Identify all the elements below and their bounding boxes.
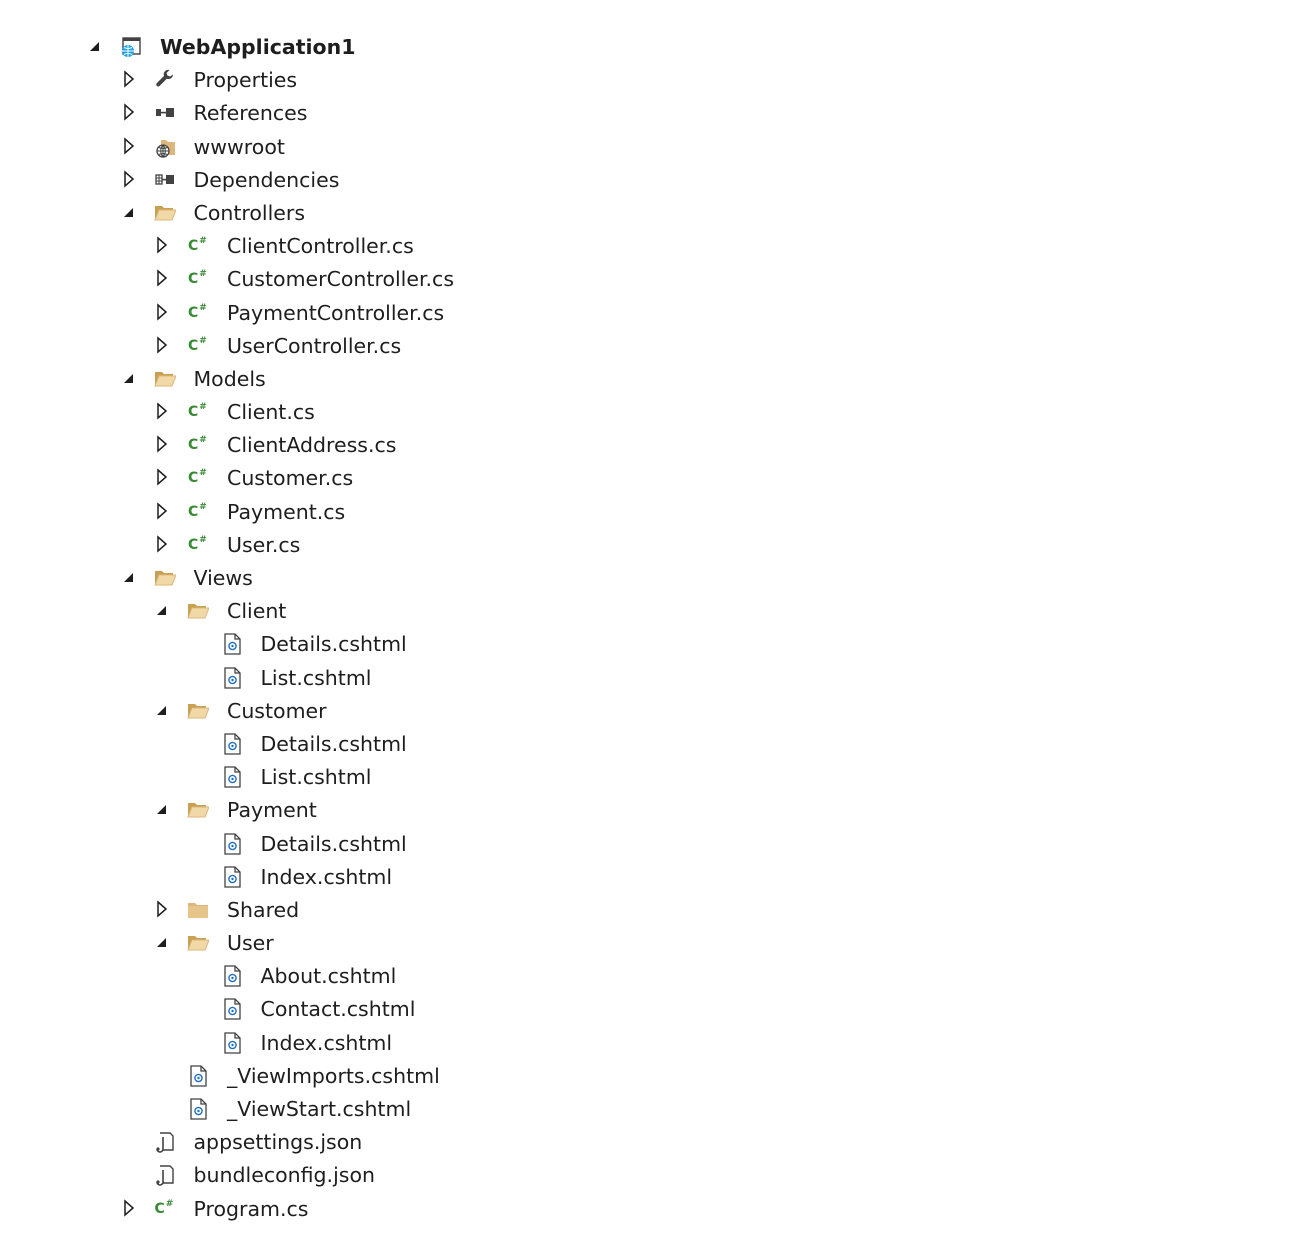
tree-node[interactable] bbox=[0, 1158, 1290, 1191]
tree-node-label: Program.cs bbox=[193, 1196, 309, 1221]
tree-node[interactable] bbox=[0, 96, 1290, 129]
collapsed-arrow-icon[interactable] bbox=[120, 1199, 138, 1217]
tree-node-label: bundleconfig.json bbox=[193, 1163, 375, 1188]
folder-open-icon bbox=[154, 368, 176, 390]
tree-node-label: Details.cshtml bbox=[260, 831, 407, 856]
tree-node-label: Views bbox=[193, 566, 253, 590]
tree-node-label: Index.cshtml bbox=[260, 1030, 393, 1055]
tree-node-label: Customer bbox=[227, 698, 327, 723]
tree-node-label: Customer.cs bbox=[227, 466, 354, 491]
collapsed-arrow-icon[interactable] bbox=[153, 502, 171, 520]
tree-node-label: WebApplication1 bbox=[160, 35, 356, 59]
csharp-file-icon: C# bbox=[188, 534, 207, 553]
folder-open-icon bbox=[187, 932, 209, 954]
expanded-arrow-icon[interactable] bbox=[120, 568, 138, 586]
csharp-file-icon: C# bbox=[188, 236, 207, 255]
expanded-arrow-icon[interactable] bbox=[153, 933, 171, 951]
razor-file-icon bbox=[221, 1032, 243, 1054]
tree-node[interactable] bbox=[0, 561, 1290, 594]
tree-node[interactable] bbox=[0, 893, 1290, 926]
csharp-file-icon: C# bbox=[188, 402, 207, 421]
tree-node-label: _ViewImports.cshtml bbox=[227, 1063, 440, 1088]
razor-file-icon bbox=[221, 633, 243, 655]
tree-node[interactable] bbox=[0, 1059, 1290, 1092]
tree-node-label: Payment.cs bbox=[227, 499, 346, 524]
tree-node-label: Dependencies bbox=[193, 167, 340, 192]
collapsed-arrow-icon[interactable] bbox=[153, 336, 171, 354]
tree-node[interactable] bbox=[0, 63, 1290, 96]
tree-node[interactable] bbox=[0, 1192, 1290, 1225]
tree-node-label: Details.cshtml bbox=[260, 632, 407, 657]
razor-file-icon bbox=[221, 998, 243, 1020]
references-icon bbox=[154, 102, 176, 124]
tree-node-label: Index.cshtml bbox=[260, 864, 393, 889]
tree-node-label: Client.cs bbox=[227, 400, 315, 425]
tree-node[interactable] bbox=[0, 262, 1290, 295]
tree-node-label: Controllers bbox=[193, 200, 306, 225]
expanded-arrow-icon[interactable] bbox=[153, 701, 171, 719]
tree-node-label: Payment bbox=[227, 798, 317, 823]
folder-open-icon bbox=[154, 202, 176, 224]
csharp-file-icon: C# bbox=[188, 468, 207, 487]
tree-node-label: References bbox=[193, 101, 308, 126]
collapsed-arrow-icon[interactable] bbox=[153, 435, 171, 453]
tree-node[interactable] bbox=[0, 30, 1290, 63]
razor-file-icon bbox=[221, 733, 243, 755]
tree-node[interactable] bbox=[0, 661, 1290, 694]
folder-open-icon bbox=[187, 700, 209, 722]
tree-node[interactable] bbox=[0, 196, 1290, 229]
tree-node-label: Contact.cshtml bbox=[260, 997, 416, 1022]
tree-node-label: appsettings.json bbox=[193, 1130, 363, 1155]
folder-open-icon bbox=[187, 600, 209, 622]
tree-node-label: _ViewStart.cshtml bbox=[227, 1097, 412, 1121]
csharp-file-icon: C# bbox=[188, 269, 207, 288]
tree-node-label: User bbox=[227, 931, 274, 956]
csharp-file-icon: C# bbox=[188, 302, 207, 321]
tree-node[interactable] bbox=[0, 760, 1290, 793]
tree-node[interactable] bbox=[0, 229, 1290, 262]
tree-node[interactable] bbox=[0, 362, 1290, 395]
tree-node-label: Client bbox=[227, 599, 287, 624]
razor-file-icon bbox=[221, 766, 243, 788]
folder-open-icon bbox=[154, 567, 176, 589]
web-project-icon bbox=[120, 36, 142, 58]
csharp-file-icon: C# bbox=[188, 335, 207, 354]
tree-node[interactable] bbox=[0, 793, 1290, 826]
tree-node[interactable] bbox=[0, 130, 1290, 163]
tree-node-label: ClientController.cs bbox=[227, 234, 414, 259]
csharp-file-icon: C# bbox=[188, 501, 207, 520]
razor-file-icon bbox=[221, 667, 243, 689]
tree-node[interactable] bbox=[0, 694, 1290, 727]
razor-file-icon bbox=[221, 965, 243, 987]
tree-node[interactable] bbox=[0, 1092, 1290, 1125]
tree-node[interactable] bbox=[0, 627, 1290, 660]
tree-node[interactable] bbox=[0, 1026, 1290, 1059]
collapsed-arrow-icon[interactable] bbox=[153, 900, 171, 918]
folder-closed-icon bbox=[187, 899, 209, 921]
tree-node[interactable] bbox=[0, 594, 1290, 627]
tree-node-label: User.cs bbox=[227, 532, 301, 557]
tree-node[interactable] bbox=[0, 926, 1290, 959]
collapsed-arrow-icon[interactable] bbox=[153, 236, 171, 254]
tree-node-label: Shared bbox=[227, 897, 300, 922]
razor-file-icon bbox=[187, 1065, 209, 1087]
razor-file-icon bbox=[187, 1098, 209, 1120]
collapsed-arrow-icon[interactable] bbox=[120, 103, 138, 121]
tree-node-label: ClientAddress.cs bbox=[227, 433, 397, 458]
tree-node[interactable] bbox=[0, 461, 1290, 494]
solution-explorer-tree bbox=[0, 30, 1290, 1225]
tree-node-label: Details.cshtml bbox=[260, 731, 407, 756]
globe-folder-icon bbox=[154, 136, 176, 158]
tree-node-label: List.cshtml bbox=[260, 665, 372, 690]
collapsed-arrow-icon[interactable] bbox=[153, 468, 171, 486]
tree-node-label: Properties bbox=[193, 68, 298, 93]
tree-node[interactable] bbox=[0, 528, 1290, 561]
expanded-arrow-icon[interactable] bbox=[120, 203, 138, 221]
tree-node[interactable] bbox=[0, 992, 1290, 1025]
collapsed-arrow-icon[interactable] bbox=[153, 303, 171, 321]
expanded-arrow-icon[interactable] bbox=[153, 800, 171, 818]
collapsed-arrow-icon[interactable] bbox=[153, 402, 171, 420]
tree-node[interactable] bbox=[0, 428, 1290, 461]
tree-node-label: About.cshtml bbox=[260, 964, 397, 989]
tree-node[interactable] bbox=[0, 329, 1290, 362]
tree-node[interactable] bbox=[0, 495, 1290, 528]
expanded-arrow-icon[interactable] bbox=[153, 601, 171, 619]
collapsed-arrow-icon[interactable] bbox=[153, 269, 171, 287]
razor-file-icon bbox=[221, 833, 243, 855]
collapsed-arrow-icon[interactable] bbox=[120, 137, 138, 155]
tree-node[interactable] bbox=[0, 395, 1290, 428]
tree-node[interactable] bbox=[0, 163, 1290, 196]
json-file-icon bbox=[154, 1164, 176, 1186]
expanded-arrow-icon[interactable] bbox=[86, 37, 104, 55]
tree-node[interactable] bbox=[0, 727, 1290, 760]
tree-node-label: List.cshtml bbox=[260, 765, 372, 790]
expanded-arrow-icon[interactable] bbox=[120, 369, 138, 387]
csharp-file-icon: C# bbox=[188, 435, 207, 454]
tree-node[interactable] bbox=[0, 296, 1290, 329]
tree-node-label: UserController.cs bbox=[227, 333, 402, 358]
csharp-file-icon: C# bbox=[154, 1198, 174, 1217]
tree-node-label: Models bbox=[193, 366, 266, 391]
razor-file-icon bbox=[221, 866, 243, 888]
folder-open-icon bbox=[187, 799, 209, 821]
tree-node[interactable] bbox=[0, 860, 1290, 893]
tree-node-label: wwwroot bbox=[193, 134, 285, 159]
collapsed-arrow-icon[interactable] bbox=[120, 170, 138, 188]
json-file-icon bbox=[154, 1131, 176, 1153]
tree-node-label: PaymentController.cs bbox=[227, 300, 445, 325]
collapsed-arrow-icon[interactable] bbox=[153, 535, 171, 553]
tree-node-label: CustomerController.cs bbox=[227, 267, 455, 292]
wrench-icon bbox=[154, 69, 176, 91]
tree-node[interactable] bbox=[0, 827, 1290, 860]
tree-node[interactable] bbox=[0, 959, 1290, 992]
tree-node[interactable] bbox=[0, 1125, 1290, 1158]
collapsed-arrow-icon[interactable] bbox=[120, 70, 138, 88]
dependencies-icon bbox=[154, 169, 176, 191]
